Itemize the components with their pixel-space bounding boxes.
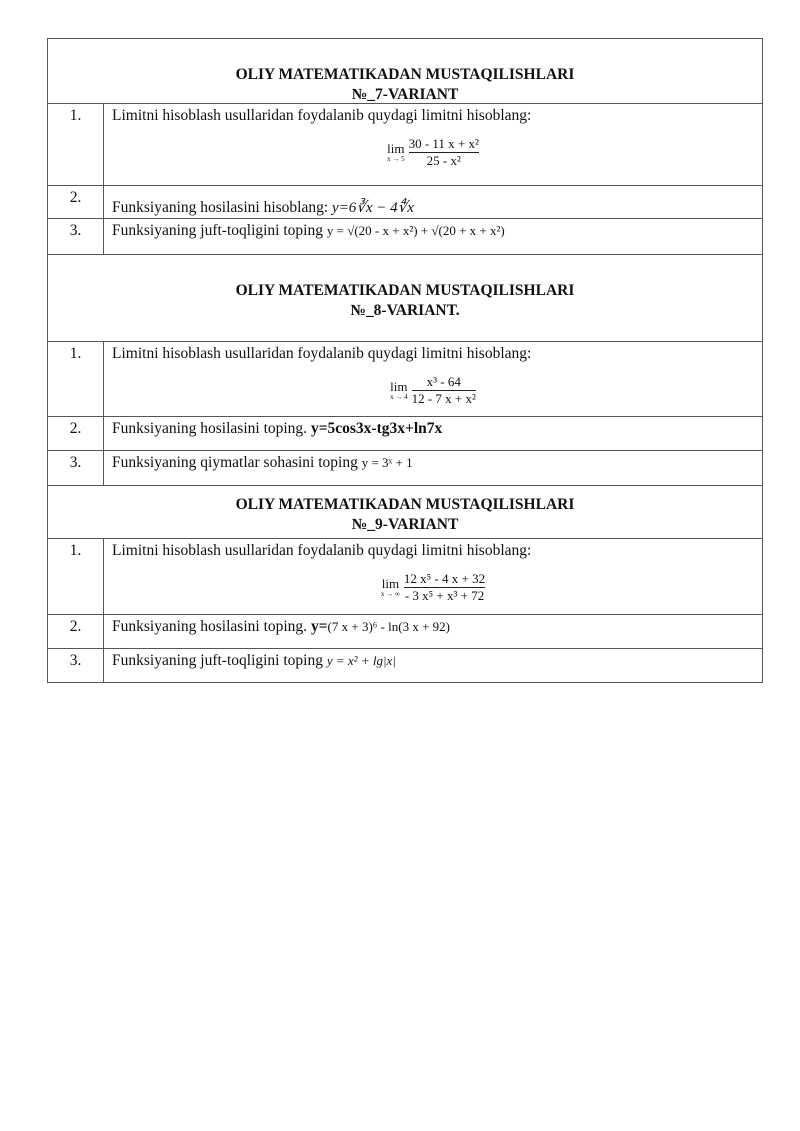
- task-row: [47, 614, 763, 648]
- formula: y=5cos3x-tg3x+ln7x: [310, 420, 443, 437]
- task-text: Funksiyaning juft-toqligini toping: [112, 222, 327, 239]
- task-number: 3.: [48, 219, 104, 254]
- variant-header: [47, 485, 763, 538]
- task-text: Limitni hisoblash usullaridan foydalanib quydagi limitni hisoblang:: [112, 345, 532, 362]
- task-text: Funksiyaning hosilasini toping.: [112, 618, 311, 635]
- formula: y = √(20 - x + x²) + √(20 + x + x²): [326, 223, 505, 238]
- task-number: 2.: [48, 615, 104, 648]
- task-number: 1.: [48, 539, 104, 614]
- task-row: [47, 218, 763, 254]
- task-row: [47, 450, 763, 485]
- lim-word: lim: [381, 575, 400, 591]
- limit-formula: [104, 374, 762, 407]
- task-text: Funksiyaning hosilasini toping.: [112, 420, 311, 437]
- task-text: Funksiyaning qiymatlar sohasini toping: [112, 454, 362, 471]
- section-title: OLIY MATEMATIKADAN MUSTAQILISHLARI: [235, 66, 575, 83]
- numerator: 30 - 11 x + x²: [408, 136, 479, 151]
- variant-header: [47, 38, 763, 103]
- formula-prefix: y=: [310, 618, 328, 635]
- task-text-cell: [104, 342, 762, 416]
- variant-title: №_9-VARIANT: [351, 516, 459, 533]
- numerator: x³ - 64: [426, 374, 461, 389]
- lim-word: lim: [387, 140, 405, 156]
- denominator: - 3 x⁵ + x³ + 72: [404, 588, 485, 603]
- numerator: 12 x⁵ - 4 x + 32: [403, 571, 486, 586]
- task-row: [47, 341, 763, 416]
- task-number: 2.: [48, 417, 104, 450]
- task-row: [47, 103, 763, 185]
- variant-title: №_7-VARIANT: [351, 86, 459, 103]
- lim-subscript: x → ∞: [380, 589, 400, 598]
- task-text: Funksiyaning hosilasini hisoblang:: [112, 199, 333, 216]
- task-text: Limitni hisoblash usullaridan foydalanib quydagi limitni hisoblang:: [112, 542, 532, 559]
- section-title: OLIY MATEMATIKADAN MUSTAQILISHLARI: [235, 282, 575, 299]
- task-text-cell: [104, 451, 762, 485]
- task-row: [47, 648, 763, 683]
- task-row: [47, 538, 763, 614]
- formula: y = x² + lg|x|: [326, 653, 396, 668]
- denominator: 25 - x²: [426, 153, 461, 168]
- variant-header: [47, 254, 763, 341]
- task-text-cell: [104, 539, 762, 614]
- task-text: Funksiyaning juft-toqligini toping: [112, 652, 327, 669]
- task-text-cell: [104, 104, 762, 185]
- denominator: 12 - 7 x + x²: [411, 391, 476, 406]
- limit-formula: [104, 136, 762, 169]
- lim-subscript: x → 4: [390, 392, 408, 401]
- task-row: [47, 416, 763, 450]
- task-number: 1.: [48, 342, 104, 416]
- section-title: OLIY MATEMATIKADAN MUSTAQILISHLARI: [235, 496, 575, 513]
- task-text: Limitni hisoblash usullaridan foydalanib quydagi limitni hisoblang:: [112, 107, 532, 124]
- limit-formula: [104, 571, 762, 604]
- task-row: [47, 185, 763, 218]
- task-number: 1.: [48, 104, 104, 185]
- task-text-cell: [104, 649, 762, 682]
- formula: (7 x + 3)⁶ - ln(3 x + 92): [327, 619, 450, 634]
- task-number: 3.: [48, 649, 104, 682]
- task-number: 2.: [48, 186, 104, 218]
- task-text-cell: [104, 186, 762, 218]
- formula: y = 3ˣ + 1: [361, 455, 413, 470]
- task-text-cell: [104, 615, 762, 648]
- variant-title: №_8-VARIANT.: [350, 302, 460, 319]
- variants-table: [47, 38, 763, 683]
- lim-subscript: x → 5: [387, 154, 405, 163]
- lim-word: lim: [390, 378, 408, 394]
- formula: y=6∛x − 4∜x: [332, 200, 414, 216]
- task-text-cell: [104, 219, 762, 254]
- task-text-cell: [104, 417, 762, 450]
- task-number: 3.: [48, 451, 104, 485]
